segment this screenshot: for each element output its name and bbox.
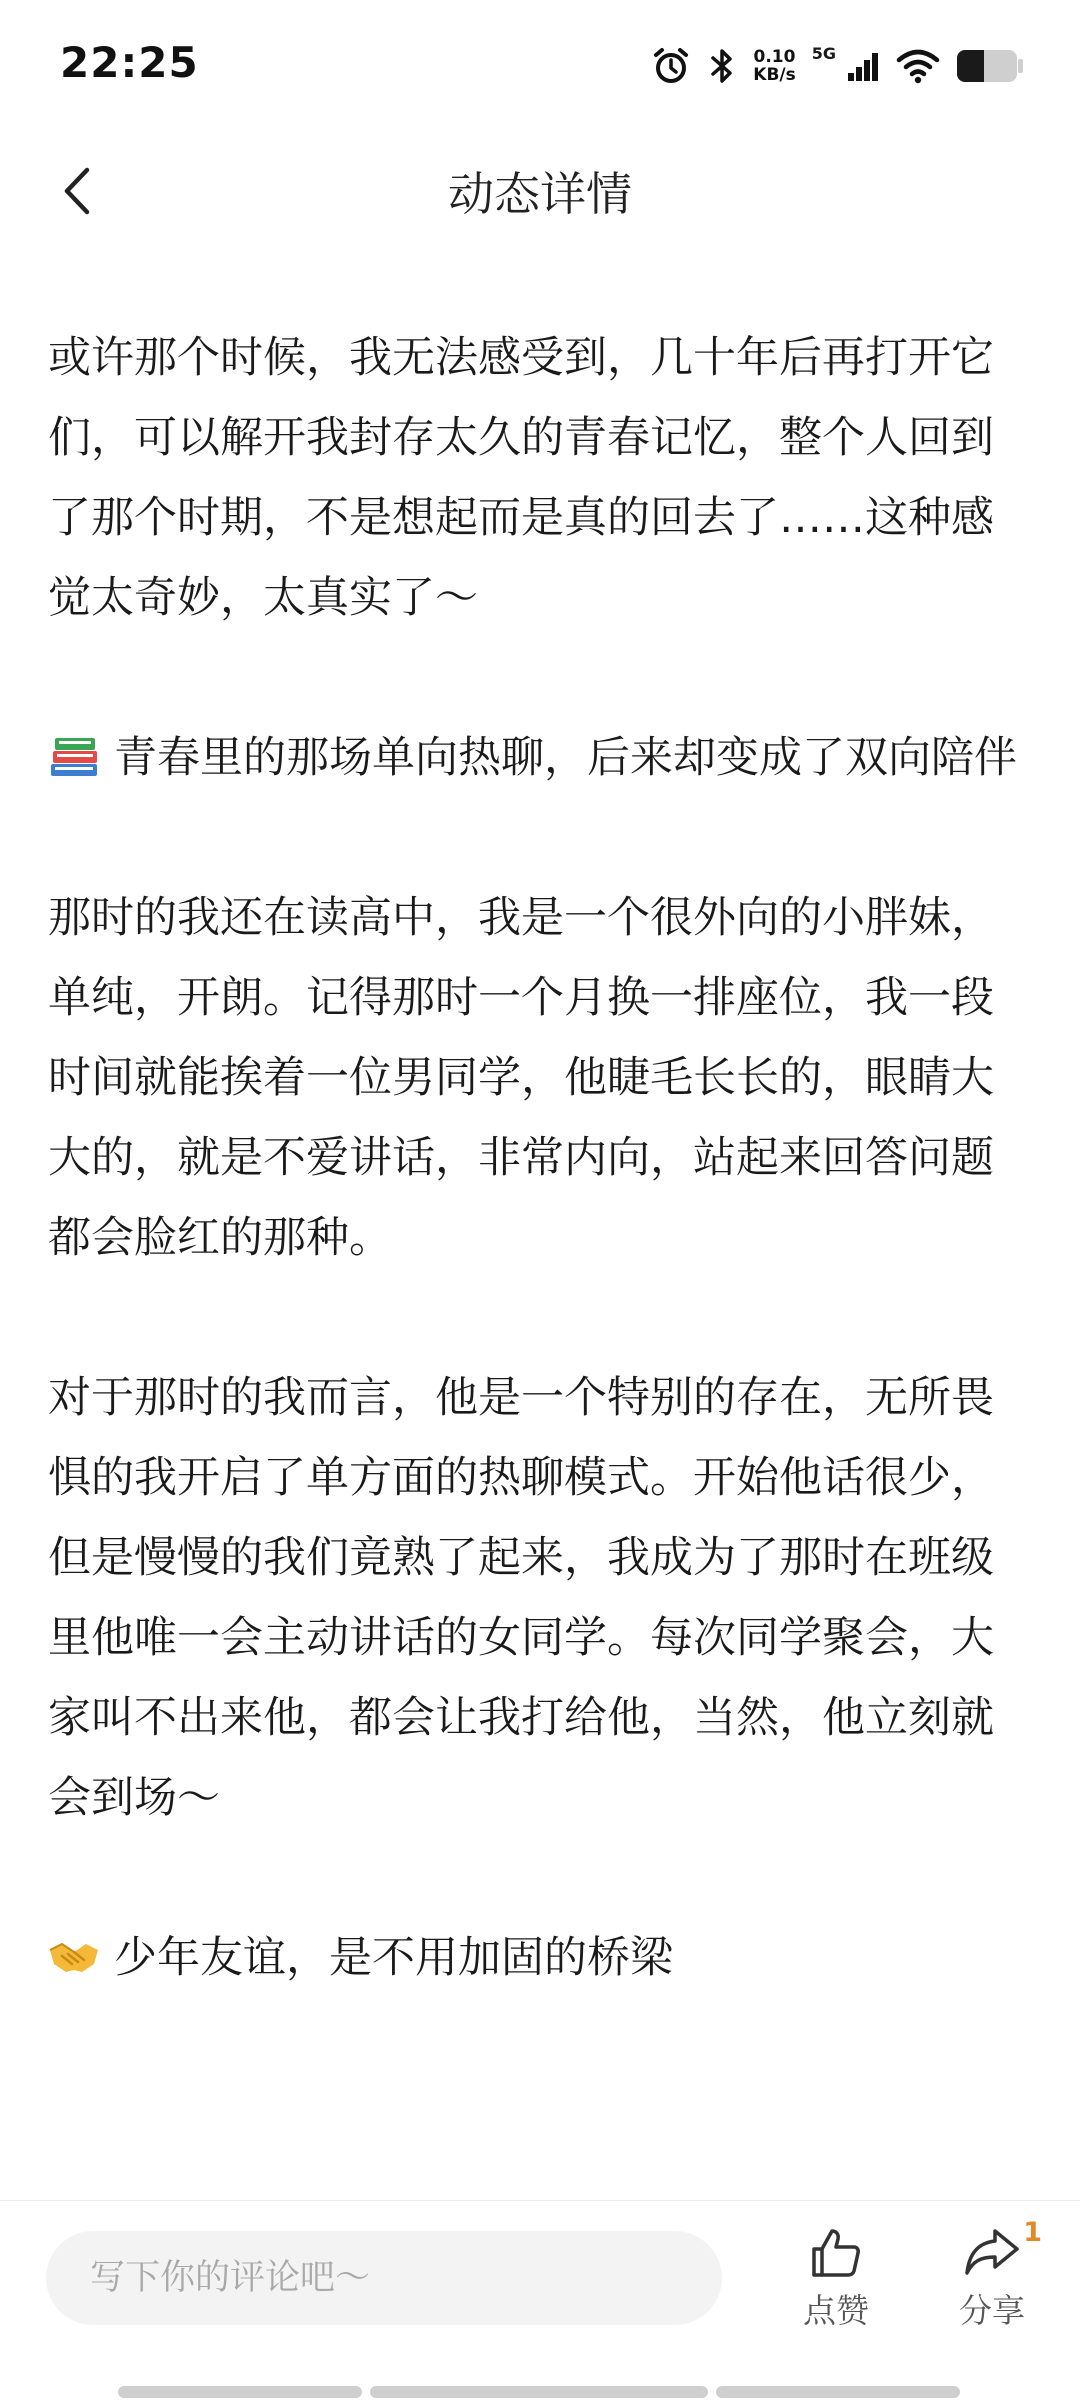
post-paragraph: 对于那时的我而言，他是一个特别的存在，无所畏惧的我开启了单方面的热聊模式。开始他话很少，但是慢慢的我们竟熟了起来，我成为了那时在班级里他唯一会主动讲话的女同学。每次同学聚会，大家叫不出来他，都会让我打给他，当然，他立刻就会到场～ (48, 1373, 994, 1823)
share-count-badge: 1 (1023, 2217, 1042, 2248)
share-label: 分享 (959, 2291, 1025, 2330)
like-button[interactable] (776, 2225, 896, 2345)
gesture-indicator (118, 2386, 964, 2398)
section-heading-text: 少年友谊，是不用加固的桥梁 (114, 1933, 673, 1983)
network-speed-value: 0.10 (753, 47, 796, 67)
gesture-segment (716, 2386, 960, 2398)
section-heading (48, 1918, 1032, 1998)
status-bar (0, 0, 1080, 130)
bluetooth-icon (707, 46, 737, 86)
network-speed-unit: KB/s (753, 65, 796, 85)
handshake-emoji-icon (48, 1930, 100, 1982)
books-emoji-icon (48, 730, 100, 782)
section-heading-text: 青春里的那场单向热聊，后来却变成了双向陪伴 (114, 733, 1017, 783)
post-content (48, 318, 1032, 2078)
alarm-icon (651, 46, 691, 86)
status-icons (651, 40, 1024, 92)
bottom-action-bar (0, 2200, 1080, 2401)
wifi-icon (896, 48, 940, 84)
share-button[interactable] (932, 2217, 1052, 2345)
network-type: 5G (811, 44, 836, 63)
status-time: 22:25 (60, 38, 199, 87)
gesture-segment (118, 2386, 362, 2398)
title-bar (0, 130, 1080, 250)
page-title: 动态详情 (448, 167, 632, 221)
gesture-segment (370, 2386, 708, 2398)
section-heading (48, 718, 1032, 798)
thumbs-up-icon (808, 2225, 864, 2281)
post-paragraph: 或许那个时候，我无法感受到，几十年后再打开它们，可以解开我封存太久的青春记忆，整个人回到了那个时期，不是想起而是真的回去了……这种感觉太奇妙，太真实了～ (48, 333, 994, 623)
share-arrow-icon (963, 2225, 1021, 2281)
post-paragraph: 那时的我还在读高中，我是一个很外向的小胖妹，单纯，开朗。记得那时一个月换一排座位，我一段时间就能挨着一位男同学，他睫毛长长的，眼睛大大的，就是不爱讲话，非常内向，站起来回答问题都会脸红的那种。 (48, 893, 994, 1263)
like-label: 点赞 (803, 2291, 869, 2330)
network-speed (753, 48, 795, 84)
cellular-signal-icon (846, 49, 880, 83)
comment-input[interactable] (46, 2231, 722, 2325)
battery-icon (956, 48, 1024, 84)
